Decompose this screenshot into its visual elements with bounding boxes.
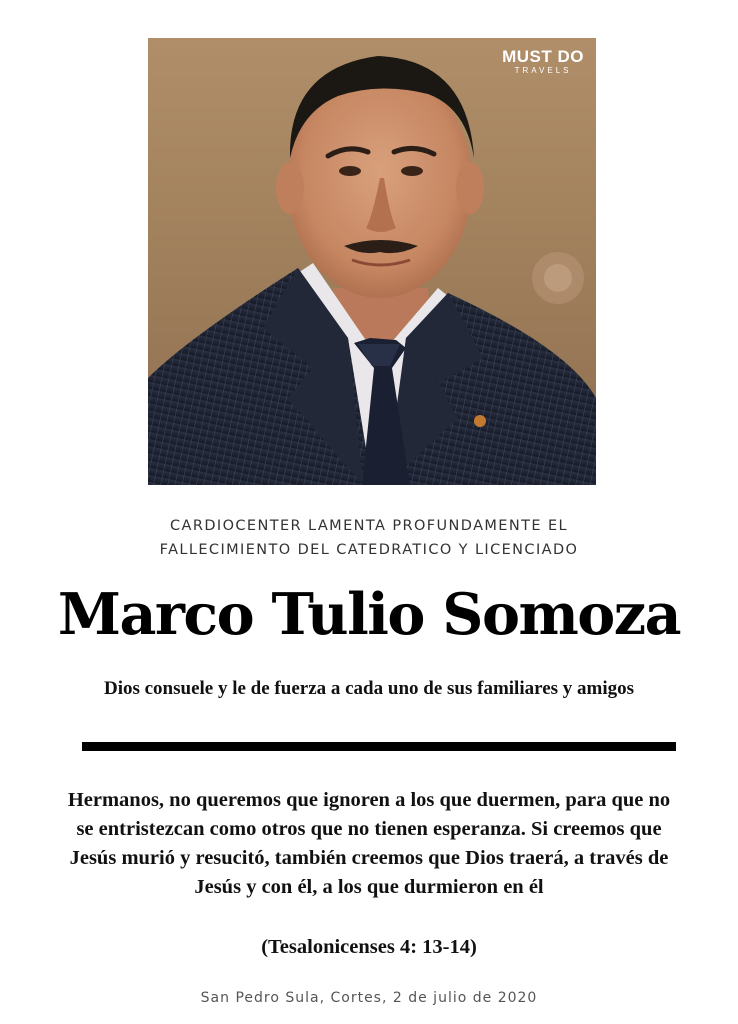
- bible-verse: Hermanos, no queremos que ignoren a los que duermen, para que no se entristezcan como otros que no tienen esperanza. Si creemos que Jesús murió y resucitó, también creemos que Dios traerá, a través de Jesús y con él, a los que durmieron en él: [67, 789, 671, 898]
- announcement-line-1: CARDIOCENTER LAMENTA PROFUNDAMENTE EL: [170, 518, 568, 534]
- portrait-photo: [148, 38, 596, 485]
- verse-reference: (Tesalonicenses 4: 13-14): [261, 936, 477, 958]
- watermark-logo: [502, 48, 584, 76]
- condolence-message: Dios consuele y le de fuerza a cada uno de sus familiares y amigos: [103, 678, 635, 699]
- watermark-sub: TRAVELS: [514, 66, 572, 75]
- deceased-name: Marco Tulio Somoza: [57, 581, 681, 648]
- announcement-text: [0, 514, 738, 562]
- divider-bar: [82, 742, 676, 751]
- place-date-footer: San Pedro Sula, Cortes, 2 de julio de 2020: [200, 990, 538, 1006]
- announcement-line-2: FALLECIMIENTO DEL CATEDRATICO Y LICENCIADO: [159, 542, 579, 558]
- portrait-illustration: [148, 38, 596, 485]
- watermark-main: MUST DO: [502, 47, 584, 66]
